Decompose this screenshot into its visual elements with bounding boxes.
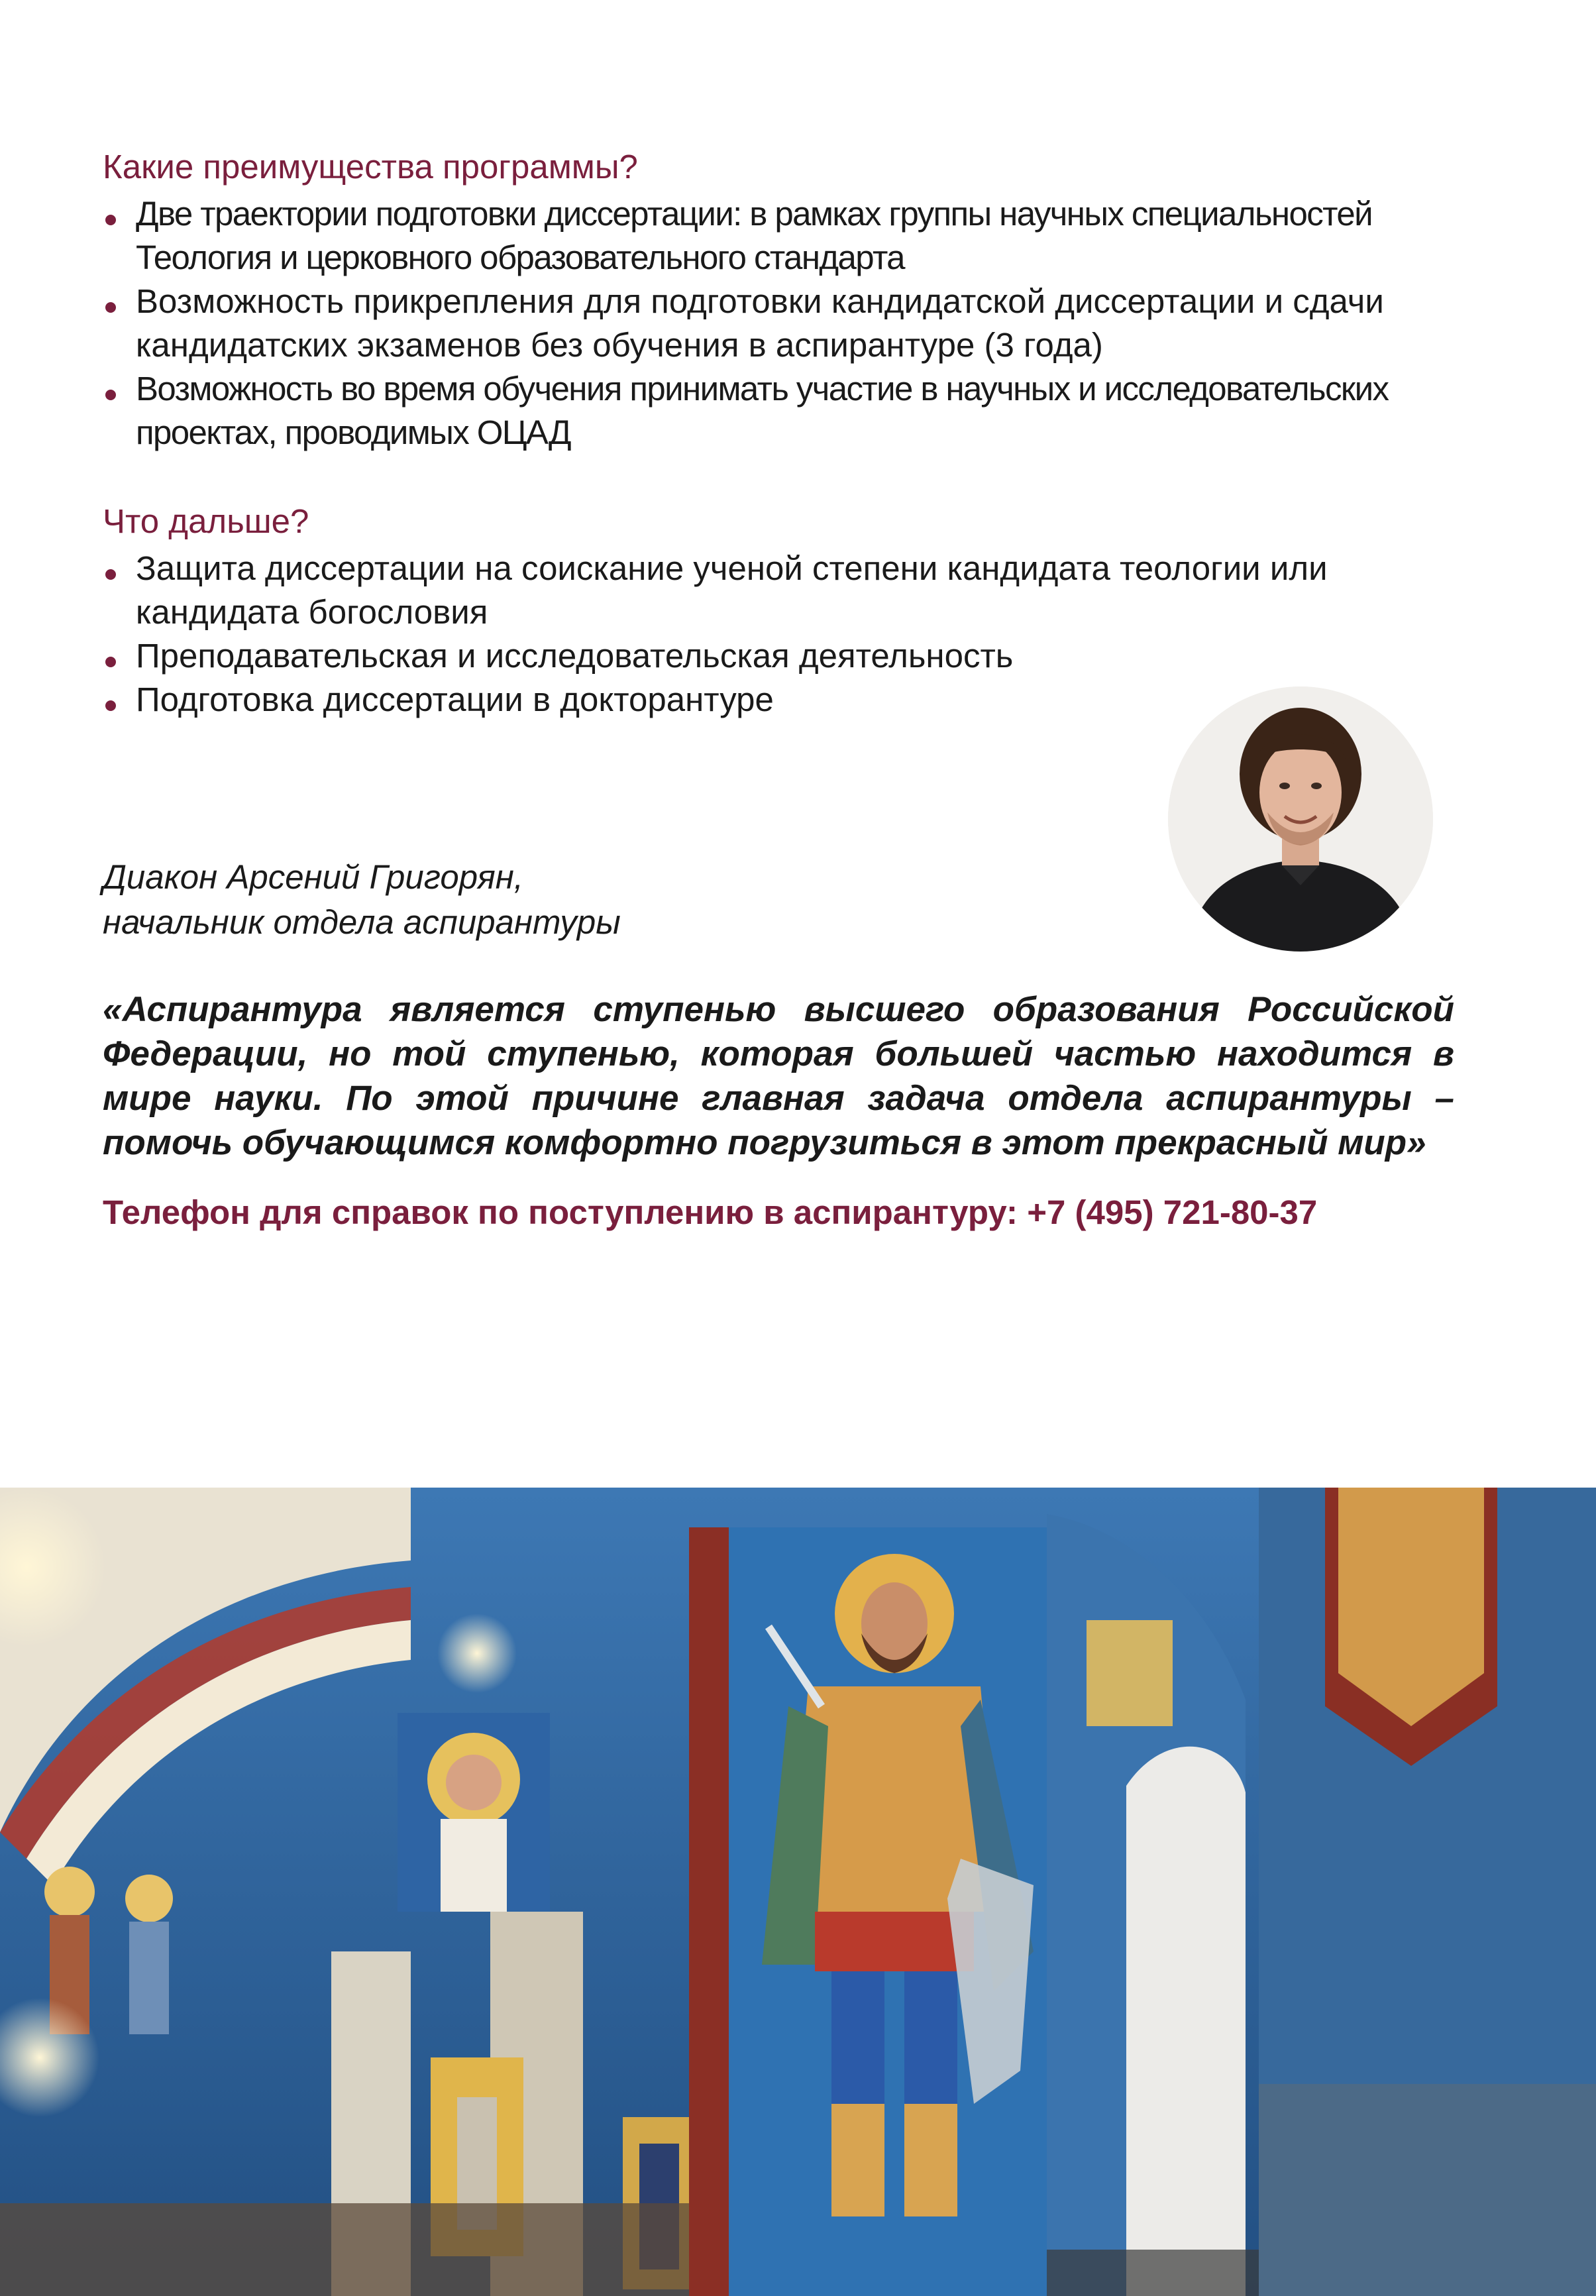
- bullet-icon: [105, 302, 116, 313]
- advantages-list: [103, 192, 1494, 455]
- next-heading: Что дальше?: [103, 502, 309, 540]
- list-item: Две траектории подготовки диссертации: в рамках группы научных специальностей Теология и церковного образовательного стандарта: [103, 192, 1494, 280]
- list-item: Защита диссертации на соискание ученой степени кандидата теологии или кандидата богословия: [103, 547, 1494, 634]
- list-item: Подготовка диссертации в докторантуре: [103, 678, 1494, 722]
- list-item: Преподавательская и исследовательская деятельность: [103, 634, 1494, 678]
- church-interior-photo: [0, 1488, 1596, 2296]
- advantages-heading: Какие преимущества программы?: [103, 148, 638, 186]
- author-block: [103, 855, 621, 945]
- quote-text: «Аспирантура является ступенью высшего образования Российской Федерации, но той ступенью, которая большей частью находится в мире науки. По этой причине главная задача отдела аспирантуры – помочь обучающимся комфортно погрузиться в этот прекрасный мир»: [103, 990, 1454, 1162]
- portrait-photo: [1168, 686, 1433, 952]
- bullet-icon: [105, 569, 116, 580]
- contact-phone: Телефон для справок по поступлению в аспирантуру: +7 (495) 721-80-37: [103, 1193, 1318, 1231]
- author-position: начальник отдела аспирантуры: [103, 903, 621, 941]
- bullet-icon: [105, 700, 116, 711]
- bullet-icon: [105, 215, 116, 225]
- list-item: Возможность во время обучения принимать участие в научных и исследовательских проектах, проводимых ОЦАД: [103, 367, 1494, 455]
- author-name: Диакон Арсений Григорян,: [103, 858, 523, 896]
- list-item: Возможность прикрепления для подготовки кандидатской диссертации и сдачи кандидатских экзаменов без обучения в аспирантуре (3 года): [103, 280, 1494, 367]
- bullet-icon: [105, 657, 116, 667]
- bullet-icon: [105, 390, 116, 400]
